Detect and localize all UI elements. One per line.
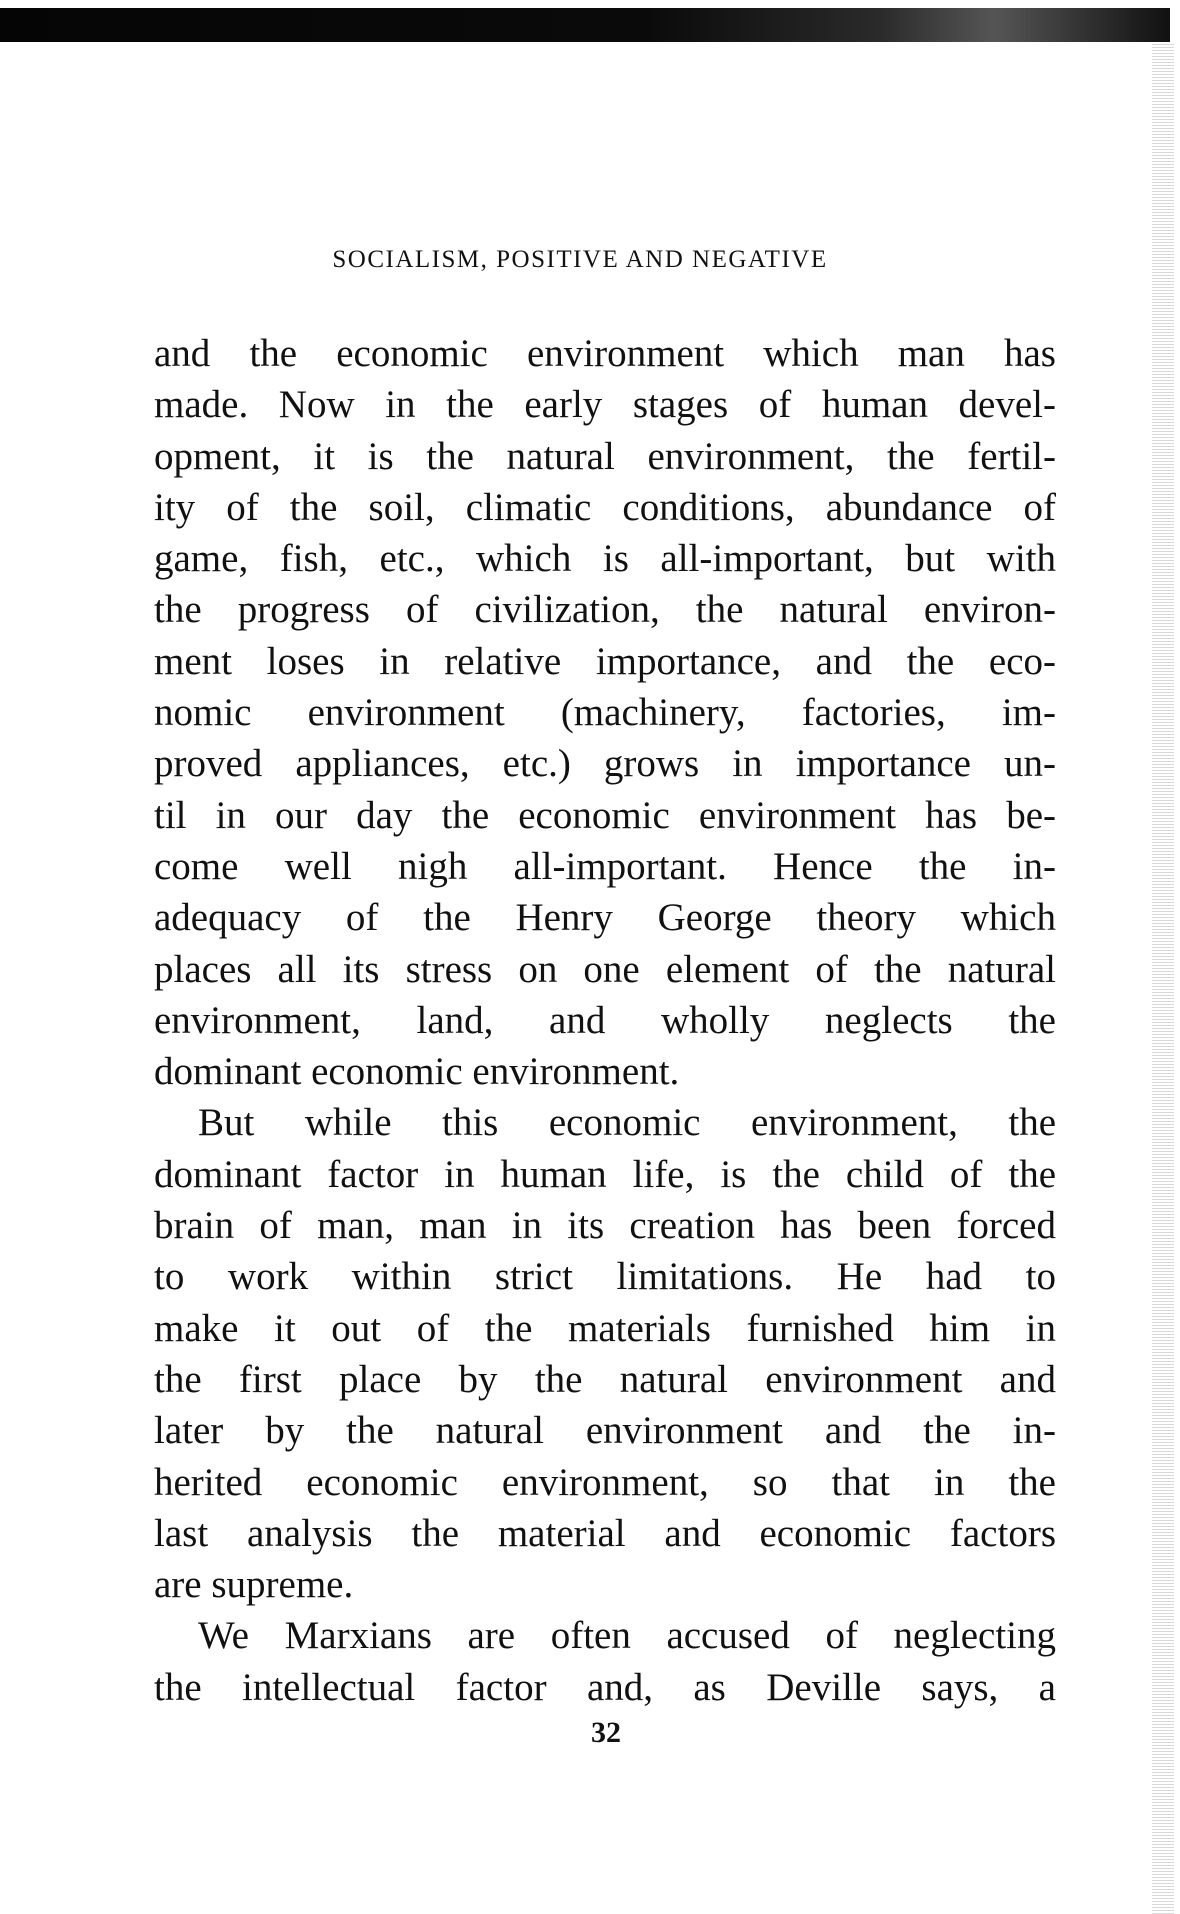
- body-text: [154, 328, 1056, 1713]
- scan-dark-edge: [0, 8, 1170, 42]
- text-line: places all its stress on one element of the natural: [154, 947, 1056, 991]
- text-line: make it out of the materials furnished him in: [154, 1306, 1056, 1350]
- paragraph: [154, 1610, 1056, 1713]
- text-line: ment loses in relative importance, and the eco-: [154, 639, 1056, 683]
- text-line: come well nigh all-important. Hence the in-: [154, 844, 1056, 888]
- page-edge-shadow: [1152, 42, 1174, 1914]
- text-line: ity of the soil, climatic conditions, abundance of: [154, 485, 1056, 529]
- text-line: the progress of civilization, the natural environ-: [154, 588, 1056, 632]
- text-line: the intellectual factor and, as Deville says, a: [154, 1665, 1056, 1709]
- text-line: to work within strict limitations. He had to: [154, 1255, 1056, 1299]
- text-line: and the economic environment which man has: [154, 332, 1056, 375]
- text-line: the first place by the natural environment and: [154, 1357, 1056, 1401]
- text-line: til in our day the economic environment has be-: [154, 793, 1056, 837]
- paragraph: [154, 1097, 1056, 1610]
- text-line: proved appliances, etc.) grows in importance un-: [154, 742, 1056, 786]
- text-line: We Marxians are often accused of neglecting: [198, 1614, 1056, 1658]
- text-line: are supreme.: [154, 1563, 354, 1607]
- text-line: game, fish, etc., which is all-important, but with: [154, 537, 1056, 581]
- text-line: environment, land, and wholly neglects the: [154, 998, 1056, 1042]
- text-line: But while this economic environment, the: [198, 1101, 1056, 1145]
- text-line: last analysis the material and economic factors: [154, 1511, 1056, 1555]
- running-head: SOCIALISM, POSITIVE AND NEGATIVE: [332, 246, 828, 273]
- text-line: dominant factor in human life, is the child of the: [154, 1152, 1056, 1196]
- text-line: dominant economic environment.: [154, 1050, 680, 1094]
- text-line: later by the natural environment and the in-: [154, 1409, 1056, 1453]
- text-line: brain of man, man in its creation has been forced: [154, 1204, 1056, 1248]
- text-line: herited economic environment, so that in the: [154, 1460, 1056, 1504]
- text-line: nomic environment (machinery, factories, im-: [154, 691, 1056, 735]
- text-line: opment, it is the natural environment, the fertil-: [154, 434, 1056, 478]
- text-line: adequacy of the Henry George theory which: [154, 896, 1056, 940]
- text-line: made. Now in the early stages of human devel-: [154, 383, 1056, 427]
- page-number: 32: [591, 1716, 621, 1749]
- paragraph: [154, 328, 1056, 1097]
